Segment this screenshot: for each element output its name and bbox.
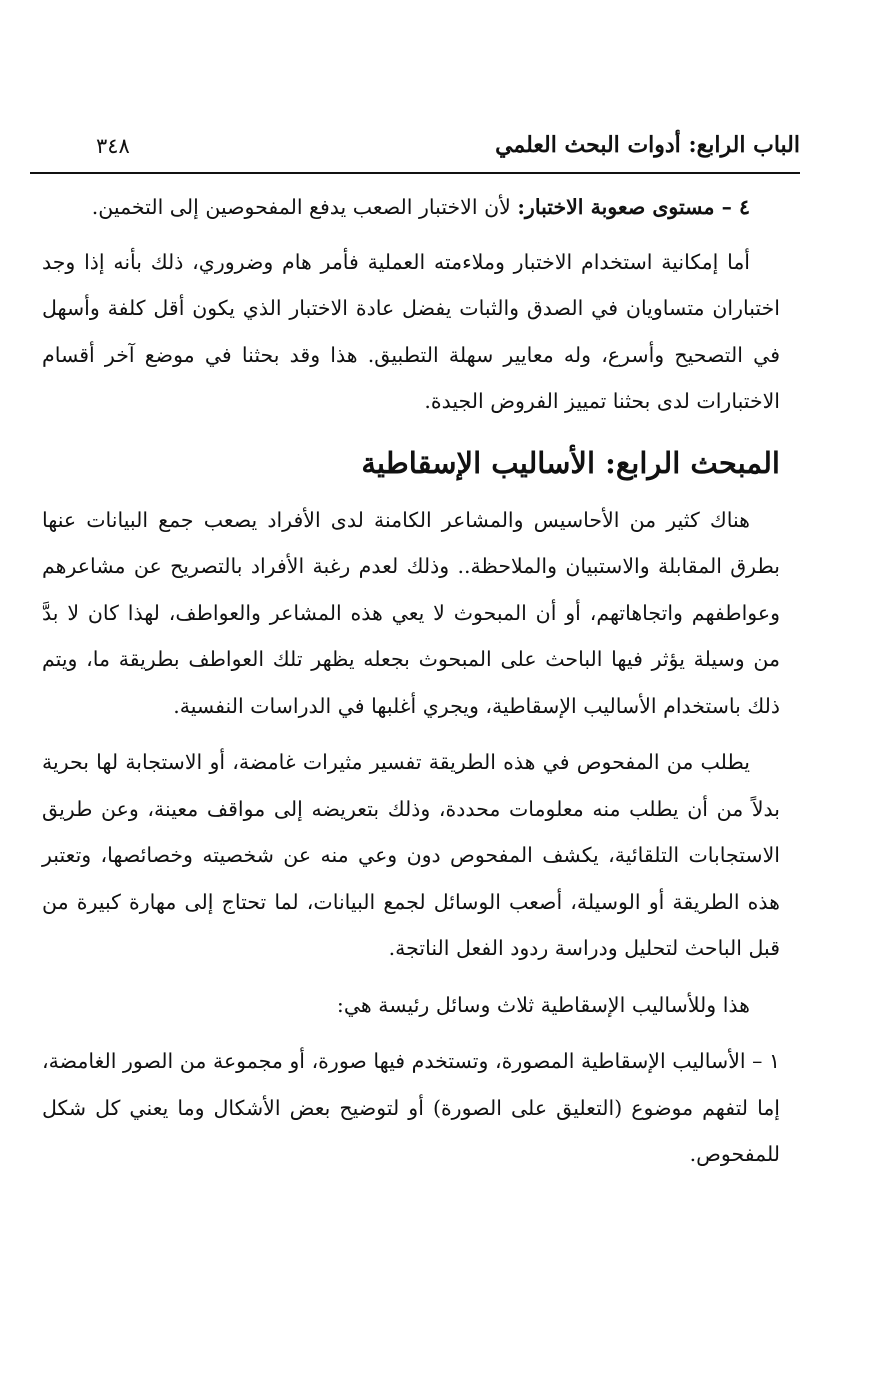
chapter-title: الباب الرابع: أدوات البحث العلمي: [495, 132, 800, 158]
list-item-1: ١ – الأساليب الإسقاطية المصورة، وتستخدم فيها صورة، أو مجموعة من الصور الغامضة، إما لتفهم موضوع (التعليق على الصورة) أو لتوضيح بعض الأشكال وما يعني كل شكل للمفحوص.: [42, 1049, 780, 1166]
list-item-4-lead: ٤ – مستوى صعوبة الاختبار:: [517, 195, 750, 219]
paragraph-method: يطلب من المفحوص في هذه الطريقة تفسير مثيرات غامضة، أو الاستجابة لها بحرية بدلاً من أن يطلب منه معلومات محددة، وذلك بتعريضه إلى مواقف معينة، وعن طريق الاستجابات التلقائية، يكشف المفحوص دون وعي منه عن شخصيته وخصائصها، وتعتبر هذه الطريقة أو الوسيلة، أصعب الوسائل لجمع البيانات، لما تحتاج إلى مهارة كبيرة من قبل الباحث لتحليل ودراسة ردود الفعل الناتجة.: [42, 750, 780, 960]
paragraph-intro-projective: هناك كثير من الأحاسيس والمشاعر الكامنة لدى الأفراد يصعب جمع البيانات عنها بطرق المقابلة والاستبيان والملاحظة.. وذلك لعدم رغبة الأفراد بالتصريح عن مشاعرهم وعواطفهم واتجاهاتهم، أو أن المبحوث لا يعي هذه المشاعر والعواطف، لهذا كان لا بدَّ من وسيلة يؤثر فيها الباحث على المبحوث بجعله يظهر تلك العواطف بطريقة ما، ويتم ذلك باستخدام الأساليب الإسقاطية، ويجري أغلبها في الدراسات النفسية.: [42, 507, 780, 718]
paragraph-usability: أما إمكانية استخدام الاختبار وملاءمته العملية فأمر هام وضروري، ذلك بأنه إذا وجد اختباران متساويان في الصدق والثبات يفضل عادة الاختبار الذي يكون أقل كلفة وأسهل في التصحيح وأسرع، وله معايير سهلة التطبيق. هذا وقد بحثنا في موضع آخر أقسام الاختبارات لدى بحثنا تمييز الفروض الجيدة.: [42, 249, 780, 413]
page-number: ٣٤٨: [96, 134, 130, 158]
list-item-4-text: لأن الاختبار الصعب يدفع المفحوصين إلى التخمين.: [91, 195, 518, 219]
page-body: [42, 184, 780, 1178]
list-item-4: [42, 184, 780, 231]
section-heading: المبحث الرابع: الأساليب الإسقاطية: [361, 445, 780, 480]
running-header: [30, 128, 800, 174]
paragraph-three-means: هذا وللأساليب الإسقاطية ثلاث وسائل رئيسة هي:: [336, 992, 750, 1017]
